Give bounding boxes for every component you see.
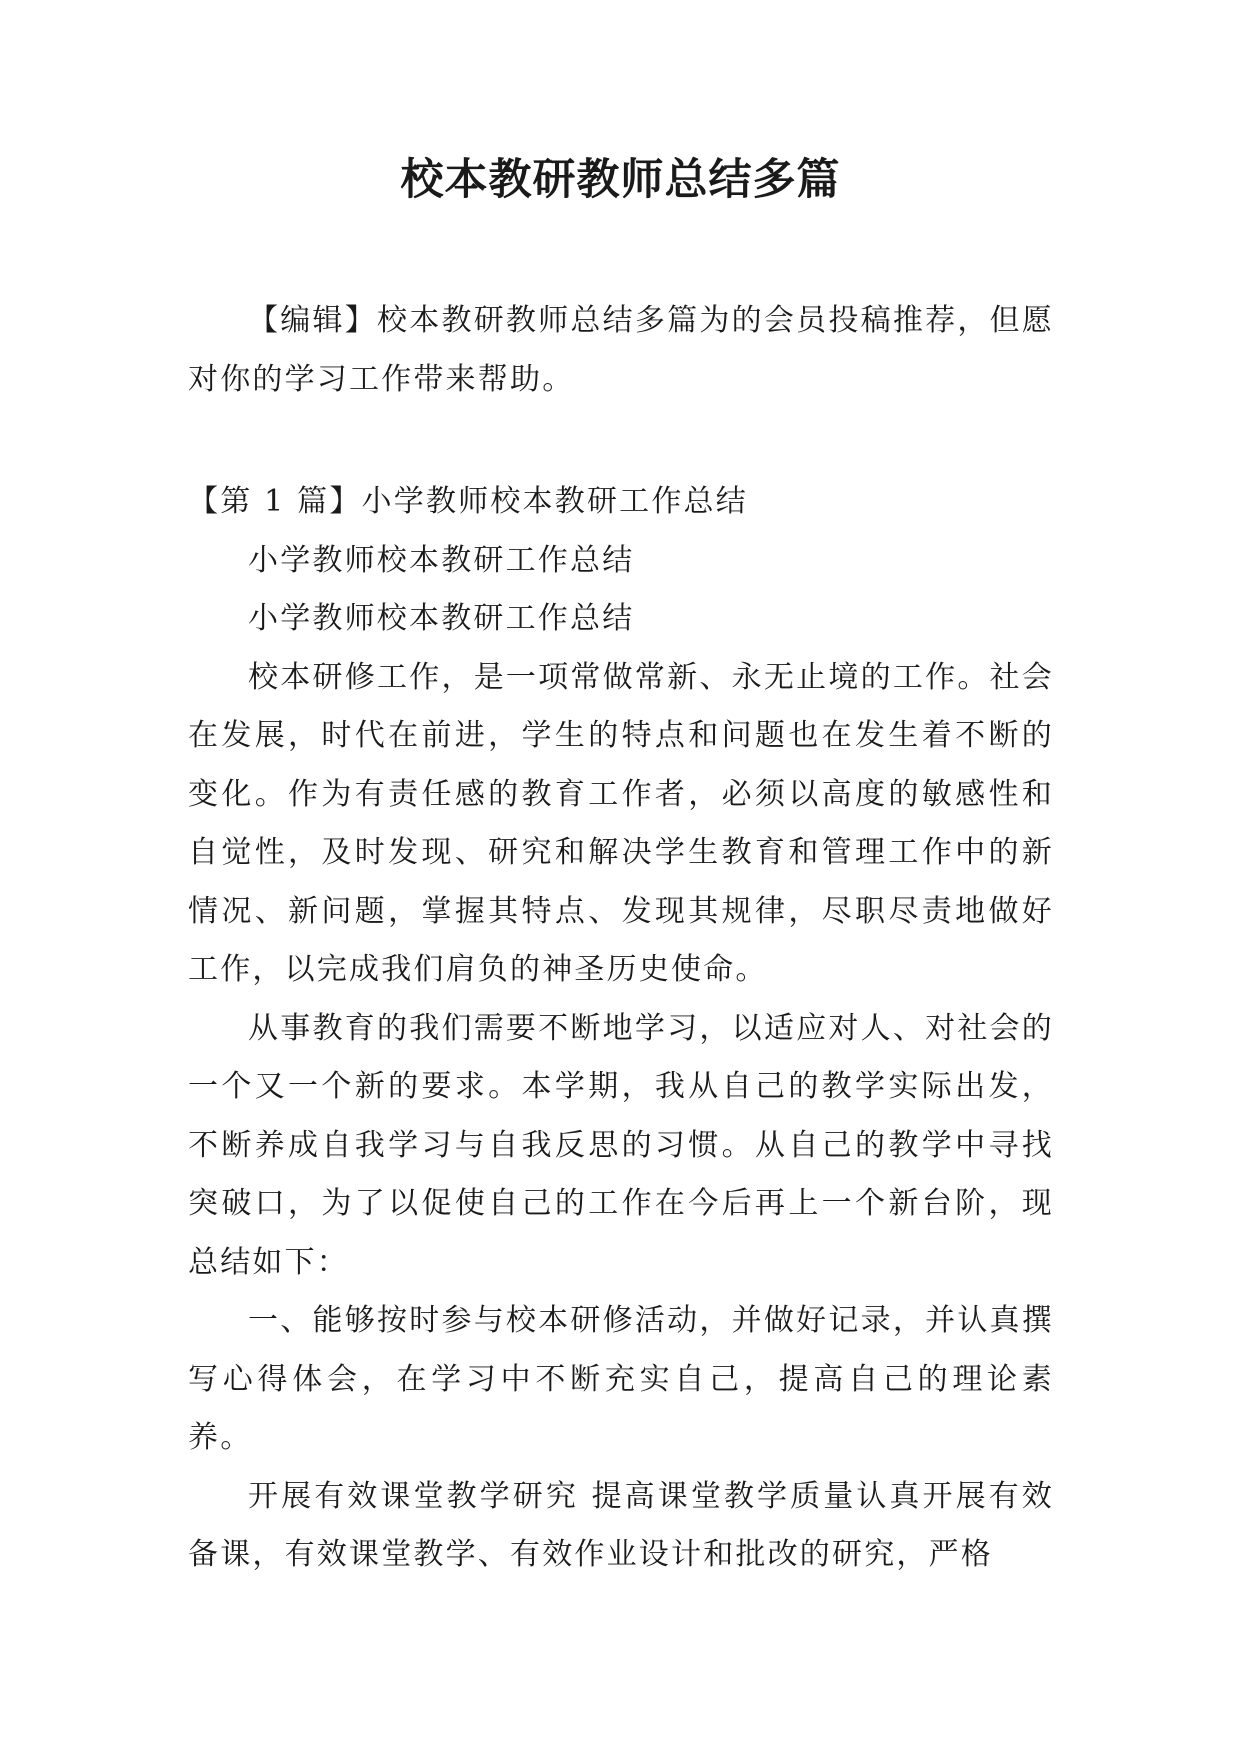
body-paragraph: 校本研修工作，是一项常做常新、永无止境的工作。社会在发展，时代在前进，学生的特点和问题也在发生着不断的变化。作为有责任感的教育工作者，必须以高度的敏感性和自觉性，及时发现、研究和解决学生教育和管理工作中的新情况、新问题，掌握其特点、发现其规律，尽职尽责地做好工作，以完成我们肩负的神圣历史使命。 bbox=[188, 659, 1054, 987]
body-paragraph: 从事教育的我们需要不断地学习，以适应对人、对社会的一个又一个新的要求。本学期，我从自己的教学实际出发，不断养成自我学习与自我反思的习惯。从自己的教学中寻找突破口，为了以促使自己的工作在今后再上一个新台阶，现总结如下： bbox=[188, 1010, 1054, 1280]
section-subtitle: 小学教师校本教研工作总结 bbox=[248, 601, 635, 636]
document-title: 校本教研教师总结多篇 bbox=[400, 155, 841, 205]
document-body bbox=[188, 292, 1054, 1585]
intro-paragraph: 【编辑】校本教研教师总结多篇为的会员投稿推荐，但愿对你的学习工作带来帮助。 bbox=[188, 303, 1054, 397]
section-heading: 【第 1 篇】小学教师校本教研工作总结 bbox=[188, 484, 748, 519]
body-paragraph: 一、能够按时参与校本研修活动，并做好记录，并认真撰写心得体会，在学习中不断充实自己，提高自己的理论素养。 bbox=[188, 1303, 1054, 1455]
body-paragraph: 开展有效课堂教学研究 提高课堂教学质量认真开展有效备课，有效课堂教学、有效作业设计和批改的研究，严格 bbox=[188, 1478, 1054, 1572]
section-subtitle: 小学教师校本教研工作总结 bbox=[248, 542, 635, 578]
